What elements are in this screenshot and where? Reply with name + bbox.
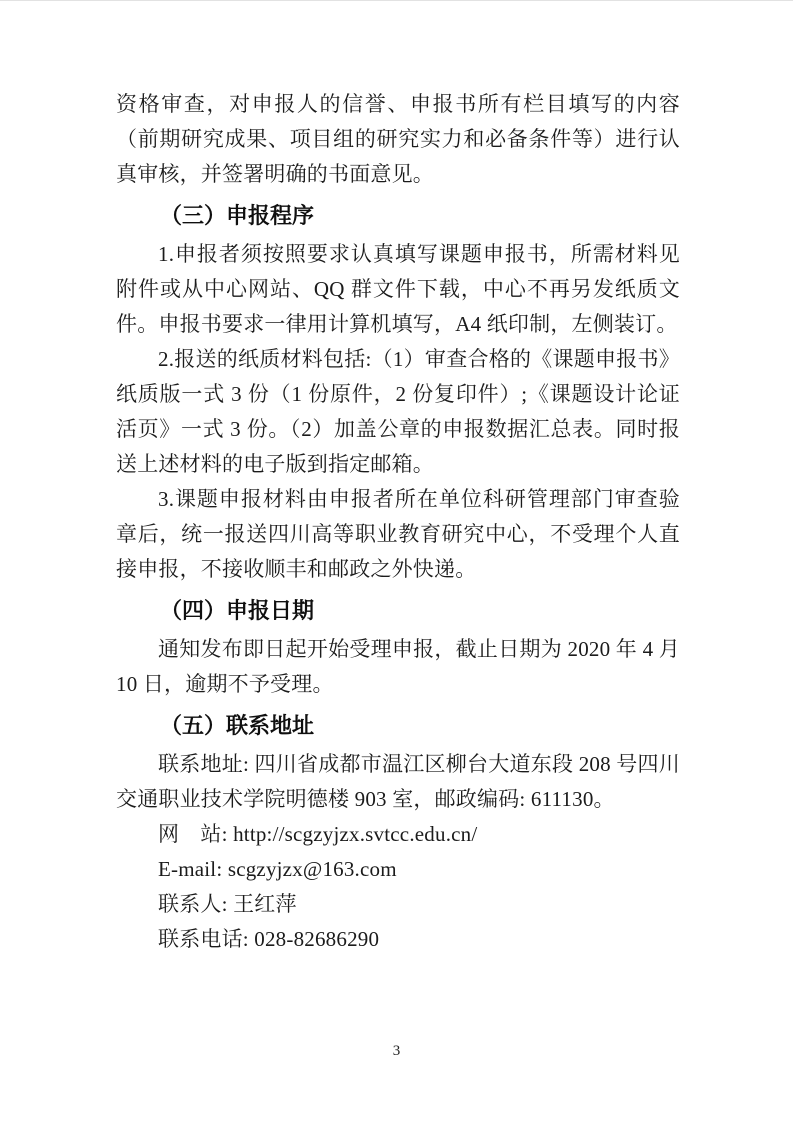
contact-person-line: 联系人: 王红萍 <box>158 892 297 916</box>
section-heading-application-procedure: （三）申报程序 <box>160 203 315 228</box>
paragraph-procedure-item-3: 3.课题申报材料由申报者所在单位科研管理部门审查验章后，统一报送四川高等职业教育研究中心，不受理个人直接申报，不接收顺丰和邮政之外快递。 <box>116 487 680 581</box>
section-heading-contact-address: （五）联系地址 <box>160 713 315 738</box>
page-number: 3 <box>392 1043 401 1059</box>
paragraph-application-deadline: 通知发布即日起开始受理申报，截止日期为 2020 年 4 月 10 日，逾期不予受理。 <box>116 637 680 696</box>
paragraph-procedure-item-2: 2.报送的纸质材料包括:（1）审查合格的《课题申报书》纸质版一式 3 份（1 份原件，2 份复印件）;《课题设计论证活页》一式 3 份。（2）加盖公章的申报数据汇总表。同时报送上述材料的电子版到指定邮箱。 <box>116 347 680 476</box>
paragraph-contact-address: 联系地址: 四川省成都市温江区柳台大道东段 208 号四川交通职业技术学院明德楼 903 室，邮政编码: 611130。 <box>116 752 680 811</box>
website-line: 网 站: http://scgzyjzx.svtcc.edu.cn/ <box>158 822 478 846</box>
section-heading-application-date: （四）申报日期 <box>160 598 315 623</box>
paragraph-continued-review: 资格审查，对申报人的信誉、申报书所有栏目填写的内容（前期研究成果、项目组的研究实力和必备条件等）进行认真审核，并签署明确的书面意见。 <box>116 92 680 186</box>
document-body <box>116 87 680 957</box>
email-line: E-mail: scgzyjzx@163.com <box>158 857 397 881</box>
phone-line: 联系电话: 028-82686290 <box>158 927 380 951</box>
paragraph-procedure-item-1: 1.申报者须按照要求认真填写课题申报书，所需材料见附件或从中心网站、QQ 群文件下载，中心不再另发纸质文件。申报书要求一律用计算机填写，A4 纸印制，左侧装订。 <box>116 242 680 336</box>
